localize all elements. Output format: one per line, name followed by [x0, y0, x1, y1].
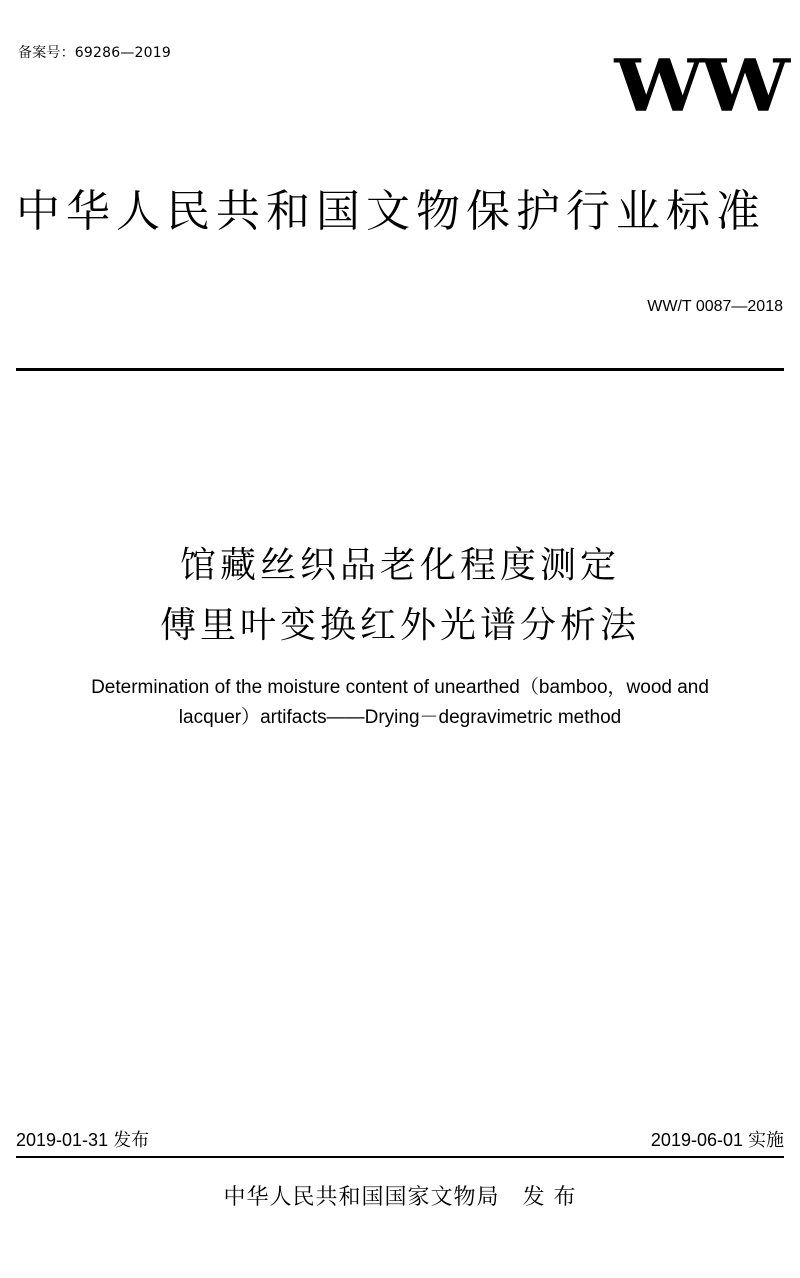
top-divider	[16, 368, 784, 371]
publisher: 中华人民共和国国家文物局 发 布	[223, 1185, 577, 1210]
bottom-divider	[16, 1156, 784, 1158]
standard-number: WW/T 0087—2018	[647, 298, 783, 315]
document-title-cn-line2: 傅里叶变换红外光谱分析法	[159, 605, 640, 646]
standard-logo: WW	[614, 43, 786, 129]
document-title-en-line1: Determination of the moisture content of unearthed（bamboo，wood and	[91, 677, 709, 698]
filing-number: 备案号：69286—2019	[18, 45, 171, 61]
release-date: 2019-01-31 发布	[16, 1130, 150, 1150]
document-title-en-line2: lacquer）artifacts——Drying－degravimetric method	[178, 707, 622, 728]
document-title-cn-line1: 馆藏丝织品老化程度测定	[179, 545, 620, 586]
implementation-date: 2019-06-01 实施	[650, 1130, 784, 1150]
standard-category-title: 中华人民共和国文物保护行业标准	[16, 186, 766, 237]
